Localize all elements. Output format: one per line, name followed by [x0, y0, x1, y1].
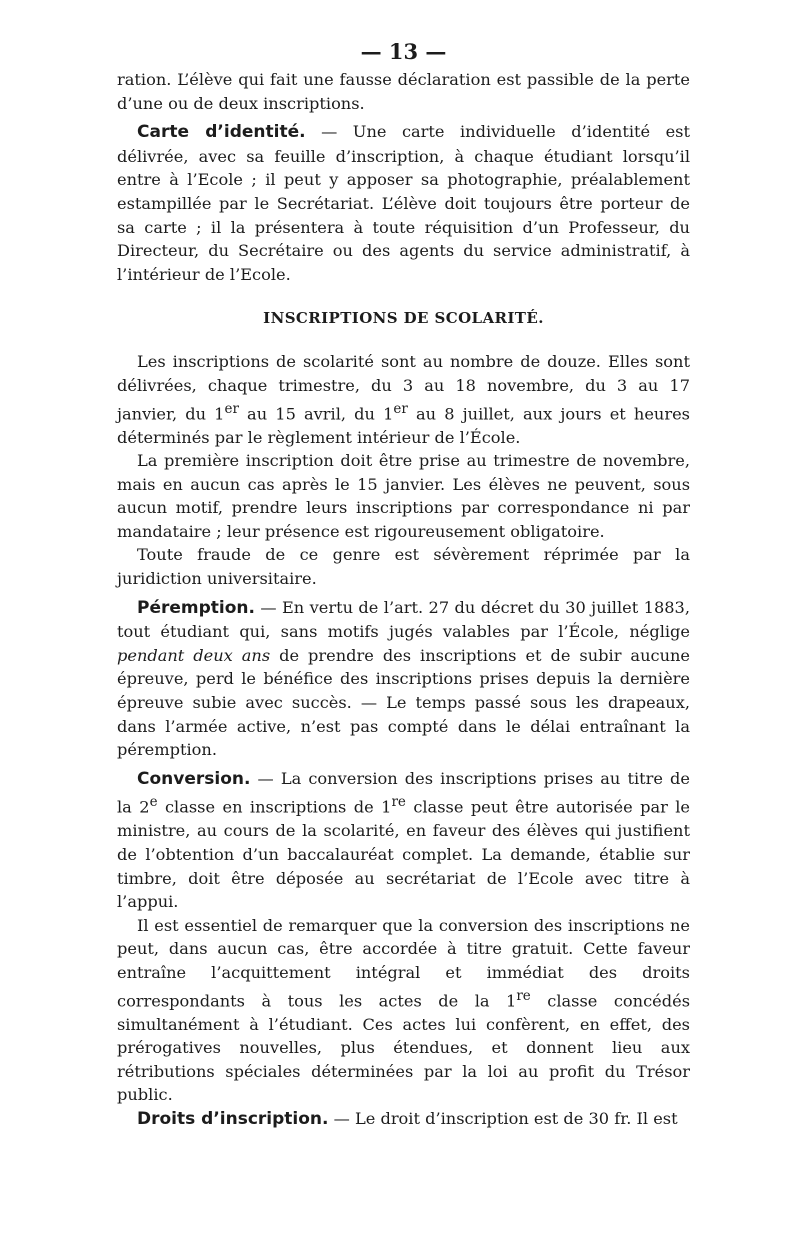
carte-identite-heading: Carte d’identité.: [137, 122, 306, 143]
conversion-p2-text-b: classe concédés simultanément à l’étudiant. Ces actes lui confèrent, en effet, des prérogatives nouvelles, plus étendues, et donnent lieu aux rétributions spéciales déterminées par la loi au profit du Trésor public.: [117, 990, 690, 1105]
ordinal-superscript: er: [393, 400, 408, 417]
conversion-paragraph: [117, 767, 690, 914]
scolarite-p1-text-c: au 8 juillet, aux jours et heures déterminés par le règlement intérieur de l’École.: [117, 403, 690, 447]
peremption-text-b: de prendre des inscriptions et de subir aucune épreuve, perd le bénéfice des inscriptions prises depuis la dernière épreuve subie avec succès. — Le temps passé sous les drapeaux, dans l’armée active, n’est pas compté dans le délai entraînant la péremption.: [117, 645, 690, 760]
scolarite-p1-text-a: Les inscriptions de scolarité sont au nombre de douze. Elles sont délivrées, chaque trimestre, du 3 au 18 novembre, du 3 au 17 janvier, du 1: [117, 352, 690, 423]
conversion-heading: Conversion.: [137, 768, 251, 789]
conversion-paragraph-2: [117, 914, 690, 1107]
droits-heading: Droits d’inscription.: [137, 1108, 329, 1129]
droits-paragraph: [117, 1107, 690, 1132]
droits-text: — Le droit d’inscription est de 30 fr. Il est: [328, 1108, 678, 1128]
ordinal-superscript: re: [391, 794, 406, 811]
ordinal-superscript: e: [149, 794, 158, 811]
carte-identite-paragraph: [117, 120, 690, 286]
continuation-paragraph: [117, 68, 690, 115]
peremption-paragraph: [117, 596, 690, 762]
ordinal-superscript: er: [224, 400, 239, 417]
conversion-text-a: — La conversion des inscriptions prises au titre de la 2: [117, 768, 690, 817]
page-number: — 13 —: [360, 39, 447, 64]
conversion-text-b: classe en inscriptions de 1: [157, 797, 392, 817]
conversion-text-c: classe peut être autorisée par le ministre, au cours de la scolarité, en faveur des élèves qui justifient de l’obtention d’un baccalauréat complet. La demande, établie sur timbre, doit être déposée au secrétariat de l’Ecole avec titre à l’appui.: [117, 797, 691, 912]
scolarite-paragraph-3: [117, 543, 690, 590]
scolarite-paragraph-2: [117, 449, 690, 543]
scolarite-p3-text: Toute fraude de ce genre est sévèrement réprimée par la juridiction universitaire.: [117, 545, 690, 589]
peremption-emphasis: pendant deux ans: [117, 645, 271, 665]
scolarite-p2-text: La première inscription doit être prise au trimestre de novembre, mais en aucun cas après le 15 janvier. Les élèves ne peuvent, sous aucun motif, prendre leurs inscriptions par correspondance ni par mandataire ; leur présence est rigoureusement obligatoire.: [117, 451, 690, 541]
ordinal-superscript: re: [516, 987, 531, 1004]
conversion-p2-text-a: Il est essentiel de remarquer que la conversion des inscriptions ne peut, dans aucun cas, être accordée à titre gratuit. Cette faveur entraîne l’acquittement intégral et immédiat des droits correspondants à tous les actes de la 1: [117, 915, 690, 1010]
scolarite-paragraph-1: [117, 350, 690, 449]
peremption-text-a: — En vertu de l’art. 27 du décret du 30 juillet 1883, tout étudiant qui, sans motifs jugés valables par l’École, néglige: [117, 597, 690, 642]
scolarite-p1-text-b: au 15 avril, du 1: [238, 403, 394, 423]
peremption-heading: Péremption.: [137, 597, 255, 618]
document-page: [117, 36, 690, 1132]
section-title: INSCRIPTIONS DE SCOLARITÉ.: [263, 309, 544, 328]
continuation-text: ration. L’élève qui fait une fausse déclaration est passible de la perte d’une ou de deux inscriptions.: [117, 70, 690, 113]
carte-identite-text: — Une carte individuelle d’identité est délivrée, avec sa feuille d’inscription, à chaque étudiant lorsqu’il entre à l’Ecole ; il peut y apposer sa photographie, préalablement estampillée par le Secrétariat. L’élève doit toujours être porteur de sa carte ; il la présentera à toute réquisition d’un Professeur, du Directeur, du Secrétaire ou des agents du service administratif, à l’intérieur de l’Ecole.: [117, 122, 690, 284]
